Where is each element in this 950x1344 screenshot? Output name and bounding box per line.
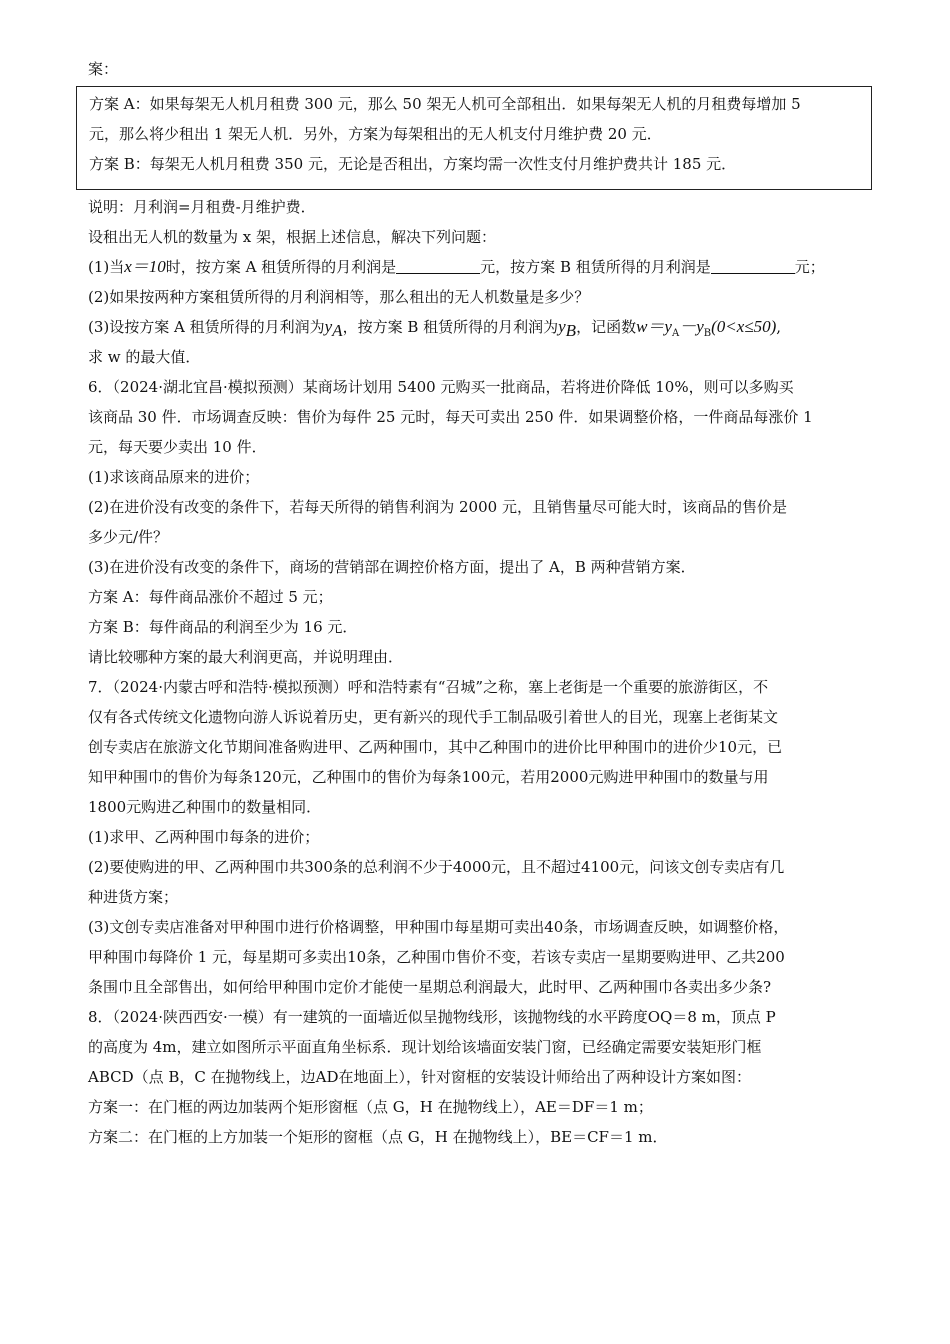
y-a-subscript: A — [332, 321, 343, 340]
q6-ask: 请比较哪种方案的最大利润更高，并说明理由． — [88, 648, 404, 666]
y-b-subscript: B — [565, 321, 577, 340]
plan-b-line: 方案 B：每架无人机月租费 350 元，无论是否租出，方案均需一次性支付月维护费共计 185 元． — [89, 155, 737, 173]
q7-part3-b: 甲种围巾每降价 1 元，每星期可多卖出10条，乙种围巾售价不变，若该专卖店一星期要购进甲、乙共200 — [88, 948, 785, 966]
q7-line-3: 创专卖店在旅游文化节期间准备购进甲、乙两种围巾，其中乙种围巾的进价比甲种围巾的进价少10元，已 — [88, 738, 783, 756]
w-sub-b: B — [703, 328, 712, 339]
q5-part3-a: (3)设按方案 A 租赁所得的月利润为 — [88, 318, 325, 336]
q7-line-4: 知甲种围巾的售价为每条120元，乙种围巾的售价为每条100元，若用2000元购进甲种围巾的数量与用 — [88, 768, 769, 786]
y-b-symbol: y — [558, 317, 566, 336]
q5-part3 — [88, 312, 868, 342]
q5-part1-a: (1)当 — [88, 258, 125, 276]
q7-line-5: 1800元购进乙种围巾的数量相同． — [88, 798, 322, 816]
plan-box — [76, 86, 872, 190]
w-sub-a: A — [671, 328, 680, 339]
q8-line-2: 的高度为 4m，建立如图所示平面直角坐标系．现计划给该墙面安装门窗，已经确定需要安装矩形门框 — [88, 1038, 762, 1056]
q7-part3-c: 条围巾且全部售出，如何给甲种围巾定价才能使一星期总利润最大，此时甲、乙两种围巾各卖出多少条? — [88, 978, 772, 996]
q7-part2-b: 种进货方案； — [88, 888, 179, 906]
q5-part1-c: 元，按方案 B 租赁所得的月利润是 — [480, 258, 711, 276]
q5-part3-tail: , — [776, 318, 782, 336]
answer-blank-a — [396, 257, 480, 274]
q8-scheme-1: 方案一：在门框的两边加装两个矩形窗框（点 G，H 在抛物线上），AE＝DF＝1 m； — [88, 1098, 653, 1116]
document-page — [88, 54, 868, 1152]
q7-part2-a: (2)要使购进的甲、乙两种围巾共300条的总利润不少于4000元，且不超过4100元，问该文创专卖店有几 — [88, 858, 785, 876]
plan-a-line-2: 元，那么将少租出 1 架无人机．另外，方案为每架租出的无人机支付月维护费 20 元． — [89, 125, 662, 143]
q6-plan-b: 方案 B：每件商品的利润至少为 16 元． — [88, 618, 358, 636]
q5-part1-math: x＝10 — [124, 257, 166, 276]
domain-range: (0<x≤50) — [711, 317, 777, 336]
q6-part2-a: (2)在进价没有改变的条件下，若每天所得的销售利润为 2000 元，且销售量尽可能大时，该商品的售价是 — [88, 498, 787, 516]
y-a-symbol: y — [324, 317, 333, 336]
intro-tail: 案： — [88, 60, 119, 78]
q6-line-1: 6．（2024·湖北宜昌·模拟预测）某商场计划用 5400 元购买一批商品，若将进价降低 10%，则可以多购买 — [88, 378, 794, 396]
q5-part1 — [88, 252, 868, 282]
answer-blank-b — [711, 257, 795, 274]
q7-line-1: 7．（2024·内蒙古呼和浩特·模拟预测）呼和浩特素有“召城”之称，塞上老街是一个重要的旅游街区，不 — [88, 678, 769, 696]
plan-a-line-1: 方案 A：如果每架无人机月租费 300 元，那么 50 架无人机可全部租出．如果每架无人机的月租费每增加 5 — [89, 95, 801, 113]
q5-part3-b: ，按方案 B 租赁所得的月利润为 — [342, 318, 559, 336]
q8-line-3: ABCD（点 B，C 在抛物线上，边AD在地面上），针对窗框的安装设计师给出了两种设计方案如图： — [88, 1068, 752, 1086]
q5-part3-c: ，记函数 — [576, 318, 637, 336]
w-function-mid: －y — [679, 317, 704, 336]
q5-part3-end: 求 w 的最大值． — [88, 348, 201, 366]
q7-part3-a: (3)文创专卖店准备对甲种围巾进行价格调整，甲种围巾每星期可卖出40条，市场调查反映，如调整价格， — [88, 918, 789, 936]
q6-part3: (3)在进价没有改变的条件下，商场的营销部在调控价格方面，提出了 A，B 两种营销方案． — [88, 558, 696, 576]
q6-plan-a: 方案 A：每件商品涨价不超过 5 元； — [88, 588, 333, 606]
q6-line-2: 该商品 30 件．市场调查反映：售价为每件 25 元时，每天可卖出 250 件．如果调整价格，一件商品每涨价 1 — [88, 408, 813, 426]
w-function: w＝y — [636, 317, 672, 336]
q6-part1: (1)求该商品原来的进价； — [88, 468, 260, 486]
q5-part2: (2)如果按两种方案租赁所得的月利润相等，那么租出的无人机数量是多少？ — [88, 288, 590, 306]
q7-part1: (1)求甲、乙两种围巾每条的进价； — [88, 828, 320, 846]
q5-part1-d: 元； — [794, 258, 825, 276]
q5-note: 说明：月利润=月租费-月维护费． — [88, 198, 316, 216]
q5-setup: 设租出无人机的数量为 x 架，根据上述信息，解决下列问题： — [88, 228, 496, 246]
q6-part2-b: 多少元/件？ — [88, 528, 169, 546]
q8-line-1: 8．（2024·陕西西安·一模）有一建筑的一面墙近似呈抛物线形，该抛物线的水平跨度OQ＝8 m，顶点 P — [88, 1008, 776, 1026]
q8-scheme-2: 方案二：在门框的上方加装一个矩形的窗框（点 G，H 在抛物线上），BE＝CF＝1 m． — [88, 1128, 668, 1146]
q6-line-3: 元，每天要少卖出 10 件． — [88, 438, 267, 456]
q5-part1-b: 时，按方案 A 租赁所得的月利润是 — [165, 258, 397, 276]
q7-line-2: 仅有各式传统文化遗物向游人诉说着历史，更有新兴的现代手工制品吸引着世人的目光，现塞上老街某文 — [88, 708, 779, 726]
